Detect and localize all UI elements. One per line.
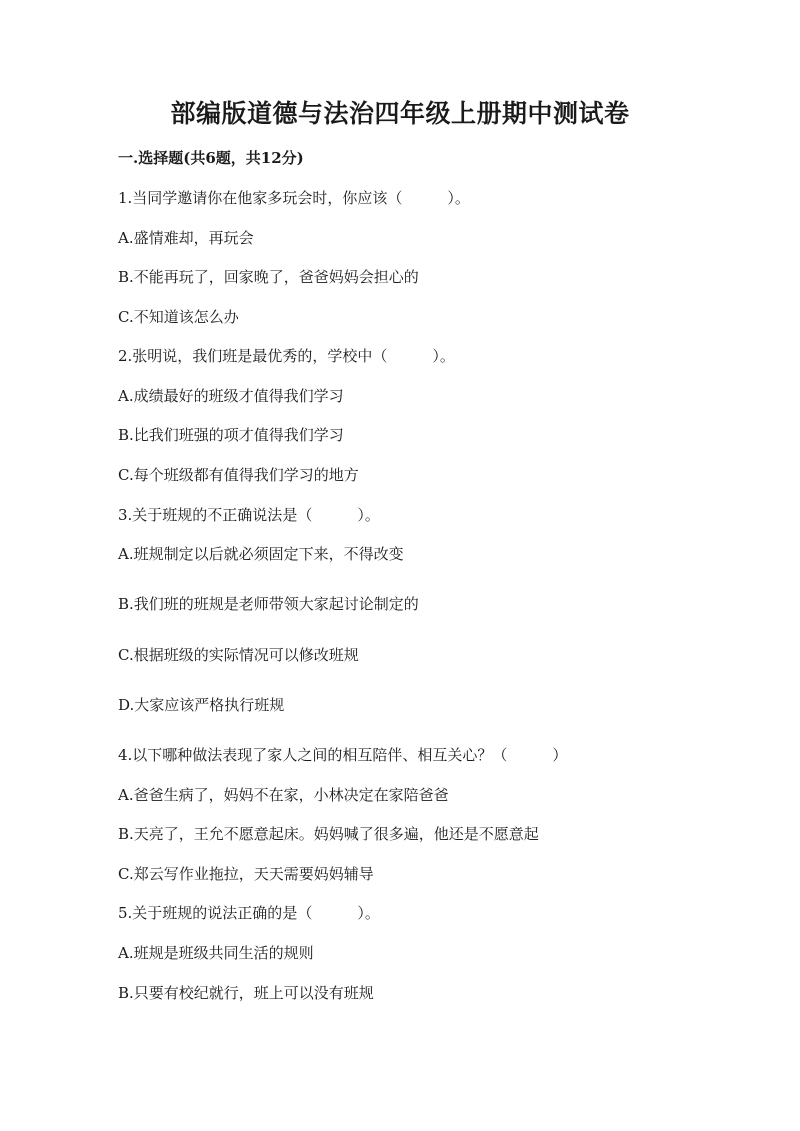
question-3: 3.关于班规的不正确说法是（ ）。 <box>118 506 380 524</box>
q4-option-b: B.天亮了，王允不愿意起床。妈妈喊了很多遍，他还是不愿意起 <box>118 825 539 843</box>
q3-option-c: C.根据班级的实际情况可以修改班规 <box>118 646 359 664</box>
q5-option-b: B.只要有校纪就行，班上可以没有班规 <box>118 984 374 1002</box>
q5-option-a: A.班规是班级共同生活的规则 <box>118 944 314 962</box>
q4-option-c: C.郑云写作业拖拉，天天需要妈妈辅导 <box>118 865 374 883</box>
q4-option-a: A.爸爸生病了，妈妈不在家，小林决定在家陪爸爸 <box>118 786 449 804</box>
q3-option-b: B.我们班的班规是老师带领大家起讨论制定的 <box>118 595 419 613</box>
page-title: 部编版道德与法治四年级上册期中测试卷 <box>170 99 630 128</box>
q1-option-a: A.盛情难却，再玩会 <box>118 229 254 247</box>
question-5: 5.关于班规的说法正确的是（ ）。 <box>118 904 380 922</box>
q2-option-a: A.成绩最好的班级才值得我们学习 <box>118 387 344 405</box>
section-heading: 一.选择题(共6题，共12分) <box>118 149 304 167</box>
q3-option-d: D.大家应该严格执行班规 <box>118 696 285 714</box>
question-2: 2.张明说，我们班是最优秀的，学校中（ ）。 <box>118 347 455 365</box>
q1-option-c: C.不知道该怎么办 <box>118 308 239 326</box>
question-4: 4.以下哪种做法表现了家人之间的相互陪伴、相互关心？（ ） <box>118 746 568 764</box>
q3-option-a: A.班规制定以后就必须固定下来，不得改变 <box>118 545 404 563</box>
q1-option-b: B.不能再玩了，回家晚了，爸爸妈妈会担心的 <box>118 268 419 286</box>
question-1: 1.当同学邀请你在他家多玩会时，你应该（ ）。 <box>118 189 470 207</box>
q2-option-b: B.比我们班强的项才值得我们学习 <box>118 426 344 444</box>
q2-option-c: C.每个班级都有值得我们学习的地方 <box>118 466 359 484</box>
